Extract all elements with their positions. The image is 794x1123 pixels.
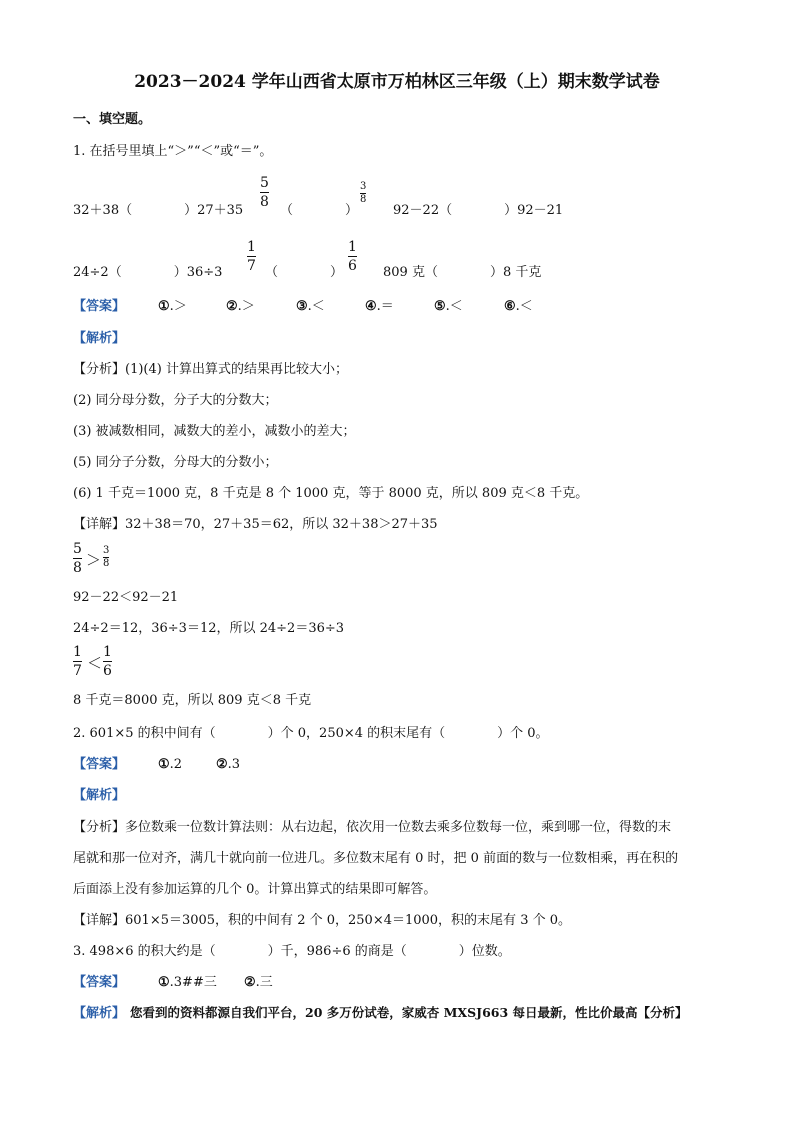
q1-analysis-0: 【分析】(1)(4) 计算出算式的结果再比较大小；	[73, 362, 348, 377]
footer-promo: 您看到的资料都源自我们平台，20 多万份试卷，家威杏 MXSJ663 每日最新，性比价最高【分析】	[130, 1005, 688, 1020]
numerator: 1	[103, 644, 112, 660]
q2-detail: 【详解】601×5＝3005，积的中间有 2 个 0，250×4＝1000，积的末尾有 3 个 0。	[73, 913, 571, 928]
q3-stem: 3. 498×6 的积大约是（ ）千，986÷6 的商是（ ）位数。	[73, 944, 511, 959]
answer-value: .＜	[445, 299, 463, 314]
answer-value: .2	[169, 757, 183, 772]
q2-answer-2	[216, 758, 240, 771]
q2-analysis-1: 尾就和那一位对齐，满几十就向前一位进几。多位数末尾有 0 时，把 0 前面的数与一位数相乘，再在积的	[73, 851, 679, 866]
answer-value: .3##三	[169, 975, 217, 990]
numerator: 1	[247, 239, 256, 255]
fraction-bar	[73, 661, 82, 662]
q2-answer-label: 【答案】	[73, 757, 126, 772]
numerator: 3	[360, 181, 367, 192]
fraction-bar	[247, 256, 256, 257]
q1-row2-frac-left	[247, 240, 256, 273]
q1-answer-1	[158, 300, 187, 313]
answer-value: .三	[255, 975, 273, 990]
q1-row1-a: 32＋38（ ）27＋35	[73, 203, 244, 218]
q1-row2-a: 24÷2（ ）36÷3	[73, 265, 223, 280]
page-title: 2023－2024 学年山西省太原市万柏林区三年级（上）期末数学试卷	[134, 72, 660, 92]
denominator: 8	[260, 194, 269, 210]
q1-detail-3: 24÷2＝12，36÷3＝12，所以 24÷2＝36÷3	[73, 621, 345, 636]
q3-answer-1	[158, 976, 217, 989]
detail-compare-symbol: ＞	[86, 551, 102, 569]
q2-analysis-2: 后面添上没有参加运算的几个 0。计算出算式的结果即可解答。	[73, 882, 437, 897]
q2-jiexi: 【解析】	[73, 788, 126, 803]
q1-answer-3	[296, 300, 325, 313]
answer-mark: ①	[158, 299, 170, 314]
detail-frac-d	[103, 645, 112, 678]
denominator: 6	[103, 663, 112, 679]
answer-value: .＞	[169, 299, 187, 314]
numerator: 1	[73, 644, 82, 660]
q1-stem: 1. 在括号里填上“＞”“＜”或“＝”。	[73, 144, 273, 159]
q1-answer-5	[434, 300, 463, 313]
q2-answer-1	[158, 758, 182, 771]
q1-answer-label: 【答案】	[73, 299, 126, 314]
answer-mark: ③	[296, 299, 308, 314]
q3-jiexi: 【解析】	[73, 1006, 126, 1021]
answer-value: .3	[227, 757, 241, 772]
fraction-bar	[73, 558, 82, 559]
answer-mark: ①	[158, 757, 170, 772]
q3-answer-2	[244, 976, 273, 989]
q1-row1-frac-left	[260, 176, 269, 209]
answer-mark: ②	[216, 757, 228, 772]
numerator: 5	[260, 175, 269, 191]
detail-frac-a	[73, 542, 82, 575]
numerator: 3	[103, 545, 110, 556]
detail-frac-b	[103, 546, 109, 569]
q1-row1-paren: （ ）	[280, 203, 359, 218]
q2-analysis-0: 【分析】多位数乘一位数计算法则：从右边起，依次用一位数去乘多位数每一位，乘到哪一位，得数的末	[73, 820, 672, 835]
detail-frac-c	[73, 645, 82, 678]
detail-compare-symbol: ＜	[87, 654, 103, 672]
answer-mark: ⑥	[504, 299, 516, 314]
answer-value: .＜	[307, 299, 325, 314]
q1-analysis-2: (3) 被减数相同，减数大的差小，减数小的差大；	[73, 424, 356, 439]
numerator: 5	[73, 541, 82, 557]
answer-mark: ②	[226, 299, 238, 314]
denominator: 7	[73, 663, 82, 679]
q1-analysis-1: (2) 同分母分数，分子大的分数大；	[73, 393, 278, 408]
numerator: 1	[348, 239, 357, 255]
q1-analysis-3: (5) 同分子分数，分母大的分数小；	[73, 455, 278, 470]
q2-stem: 2. 601×5 的积中间有（ ）个 0，250×4 的积末尾有（ ）个 0。	[73, 726, 549, 741]
q1-row2-paren: （ ）	[265, 265, 344, 280]
answer-mark: ①	[158, 975, 170, 990]
q1-detail-2: 92－22＜92－21	[73, 590, 179, 605]
q1-answer-2	[226, 300, 255, 313]
answer-mark: ⑤	[434, 299, 446, 314]
denominator: 6	[348, 258, 357, 274]
q1-row2-c: 809 克（ ）8 千克	[383, 265, 542, 280]
q1-answer-4	[365, 300, 394, 313]
answer-value: .＜	[515, 299, 533, 314]
answer-mark: ④	[365, 299, 377, 314]
q1-row1-frac-right	[360, 182, 366, 205]
q1-answer-6	[504, 300, 533, 313]
q1-row1-c: 92－22（ ）92－21	[393, 203, 564, 218]
denominator: 7	[247, 258, 256, 274]
q3-answer-label: 【答案】	[73, 975, 126, 990]
fraction-bar	[260, 192, 269, 193]
q1-detail-1: 【详解】32＋38＝70，27＋35＝62，所以 32＋38＞27＋35	[73, 517, 438, 532]
q1-jiexi: 【解析】	[73, 331, 126, 346]
answer-value: .＝	[376, 299, 394, 314]
answer-value: .＞	[237, 299, 255, 314]
denominator: 8	[103, 558, 110, 569]
q1-row2-frac-right	[348, 240, 357, 273]
fraction-bar	[348, 256, 357, 257]
section-heading: 一、填空题。	[73, 112, 152, 127]
q1-detail-4: 8 千克＝8000 克，所以 809 克＜8 千克	[73, 693, 312, 708]
q1-analysis-4: (6) 1 千克＝1000 克，8 千克是 8 个 1000 克，等于 8000 克，所以 809 克＜8 千克。	[73, 486, 589, 501]
answer-mark: ②	[244, 975, 256, 990]
fraction-bar	[103, 661, 112, 662]
denominator: 8	[73, 560, 82, 576]
denominator: 8	[360, 194, 367, 205]
